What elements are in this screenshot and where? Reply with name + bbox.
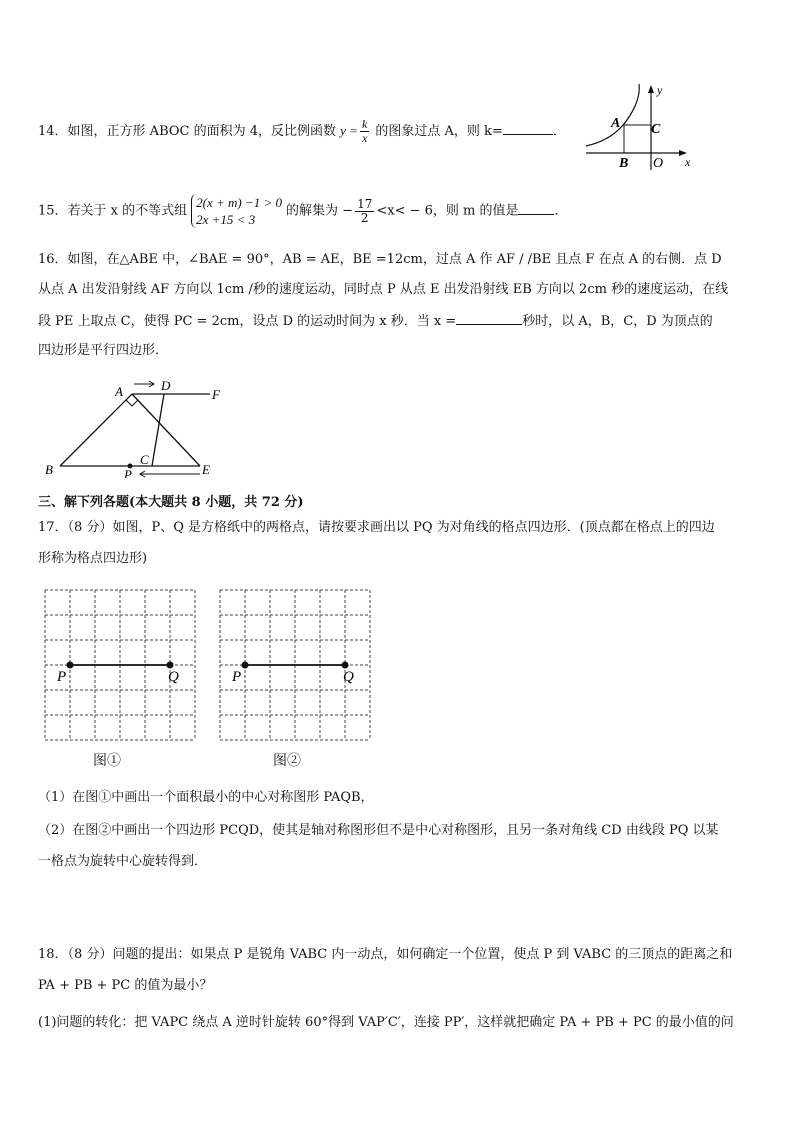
q16-label-D: D: [161, 378, 171, 393]
q17-caption-fig1: 图①: [93, 753, 121, 769]
q14-figure: [583, 80, 698, 172]
q16-line2: 从点 A 出发沿射线 AF 方向以 1cm /秒的速度运动，同时点 P 从点 E 出发沿射线 EB 方向以 2cm 秒的速度运动，在线: [38, 282, 729, 297]
q18-line1: 18．（8 分）问题的提出：如果点 P 是锐角 VABC 内一动点，如何确定一个位置，使点 P 到 VABC 的三顶点的距离之和: [38, 947, 733, 962]
q17-part1: （1）在图①中画出一个面积最小的中心对称图形 PAQB，: [38, 790, 374, 805]
q14-label-C: C: [651, 122, 661, 137]
q16-label-F: F: [212, 387, 220, 402]
q15-fraction: $\frac{17}{2}$: [357, 196, 373, 225]
q17-caption-fig2: 图②: [273, 753, 301, 769]
q17-fig1-label-P: P: [57, 669, 67, 685]
q17-fig1-label-Q: Q: [168, 669, 179, 685]
q16-label-A: A: [115, 384, 123, 399]
q14-label-B: B: [619, 156, 629, 171]
q14-label-A: A: [611, 116, 621, 131]
q16-answer-blank[interactable]: [456, 312, 522, 325]
q16-right-angle-mark: [126, 400, 138, 406]
q18-line2: PA + PB + PC 的值为最小？: [38, 978, 213, 993]
q17-fig1-point-Q: [167, 662, 174, 669]
q14-y-arrow: [648, 85, 654, 93]
q17-fig1-point-P: [67, 662, 74, 669]
q15-answer-blank[interactable]: [518, 202, 554, 215]
q14-square-ABOC: [624, 125, 651, 153]
q15-text: 15．若关于 x 的不等式组 2(x + m) −1 > 0 2x +15 < 3 的解集为 − $\frac{17}{2}$ <x< − 6，则 m 的值是 ．: [38, 195, 568, 227]
q16-label-B: B: [45, 462, 53, 477]
q17-part2-line1: （2）在图②中画出一个四边形 PCQD，使其是轴对称图形但不是中心对称图形，且另一条对角线 CD 由线段 PQ 以某: [38, 823, 719, 838]
q16-segment-AB: [60, 394, 132, 466]
q16-label-E: E: [202, 462, 210, 477]
q16-line1: 16．如图，在△ABE 中，∠BAE = 90°，AB = AE，BE =12cm，过点 A 作 AF / /BE 且点 F 在点 A 的右侧．点 D: [38, 252, 722, 267]
q16-label-C: C: [140, 452, 149, 467]
section-3-heading: 三、解下列各题(本大题共 8 小题，共 72 分): [38, 495, 304, 510]
q17-fig2-point-Q: [342, 662, 349, 669]
q17-line2: 形称为格点四边形): [38, 551, 148, 566]
q17-fig2-point-P: [242, 662, 249, 669]
q15-inequality-system: 2(x + m) −1 > 0 2x +15 < 3: [191, 194, 282, 228]
q14-hyperbola: [586, 84, 639, 146]
q14-answer-blank[interactable]: [503, 122, 553, 135]
q16-label-P: P: [124, 467, 132, 478]
q17-grid-figure-2: [215, 585, 380, 745]
q17-fig2-label-P: P: [232, 669, 242, 685]
q14-label-y: y: [657, 83, 663, 97]
q17-fig2-label-Q: Q: [343, 669, 354, 685]
q16-figure: [40, 378, 240, 478]
q17-part2-line2: 一格点为旋转中心旋转得到．: [38, 854, 208, 869]
q18-line3: (1)问题的转化：把 VAPC 绕点 A 逆时针旋转 60°得到 VAP′C′，连接 PP′，这样就把确定 PA + PB + PC 的最小值的问: [38, 1015, 734, 1030]
q16-line3: 段 PE 上取点 C，使得 PC = 2cm，设点 D 的运动时间为 x 秒．当 x = 秒时，以 A，B，C，D 为顶点的: [38, 314, 713, 329]
q14-label-O: O: [653, 156, 664, 171]
q14-label-x: x: [685, 155, 691, 169]
q16-segment-DC: [152, 394, 164, 466]
q16-line4: 四边形是平行四边形．: [38, 343, 169, 358]
q17-line1: 17．（8 分）如图，P、Q 是方格纸中的两格点，请按要求画出以 PQ 为对角线的格点四边形．(顶点都在格点上的四边: [38, 520, 715, 535]
q14-fraction: $\frac{k}{x}$: [361, 117, 368, 145]
q14-text: 14．如图，正方形 ABOC 的面积为 4，反比例函数 y = $\frac{k}{x}$ 的图象过点 A，则 k= ．: [38, 117, 566, 145]
q17-grid-figure-1: [40, 585, 200, 745]
